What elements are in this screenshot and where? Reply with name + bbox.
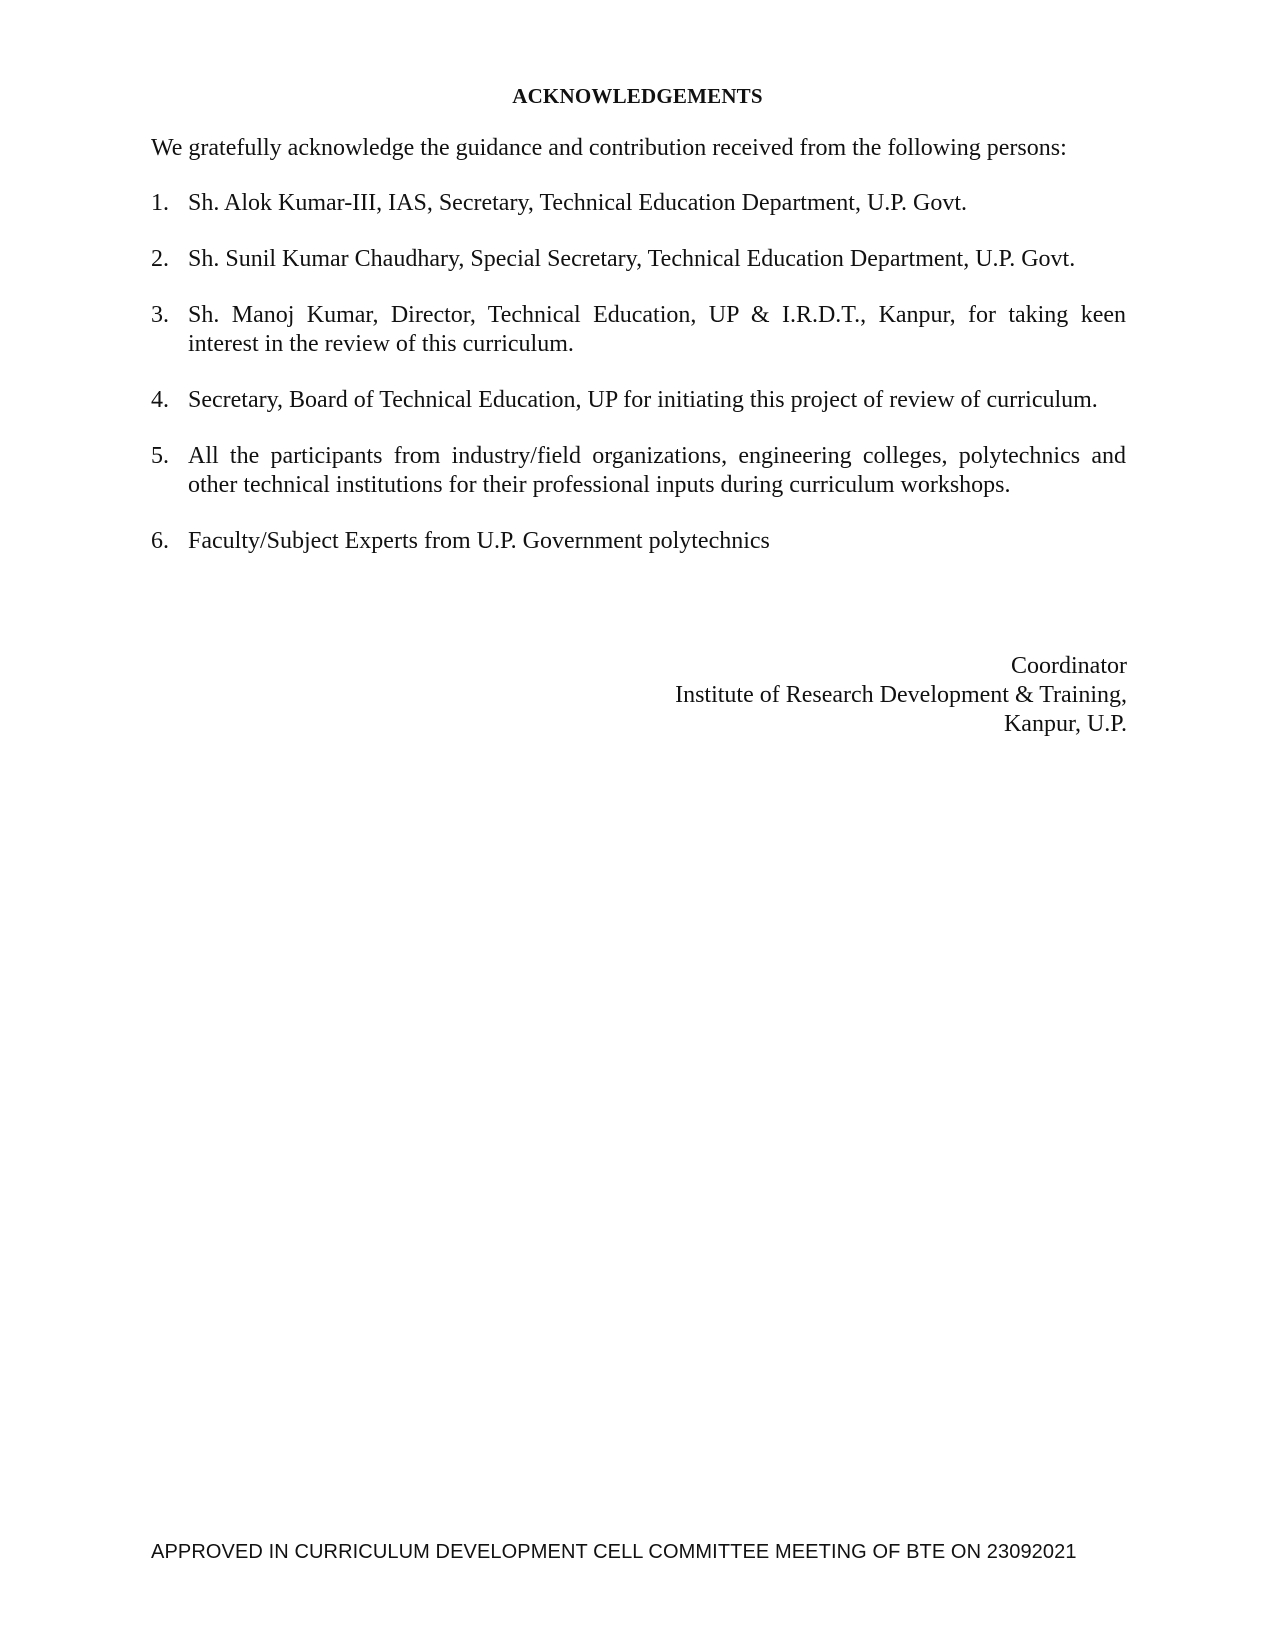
list-item-text: Sh. Alok Kumar-III, IAS, Secretary, Technical Education Department, U.P. Govt. <box>188 190 967 216</box>
list-item <box>151 189 1126 218</box>
list-item <box>151 442 1126 500</box>
signature-block <box>675 652 1127 739</box>
list-item-number: 4. <box>151 387 169 413</box>
intro-paragraph: We gratefully acknowledge the guidance and contribution received from the following persons: <box>151 135 1067 161</box>
signature-role: Coordinator <box>1011 653 1127 679</box>
list-item-text: All the participants from industry/field organizations, engineering colleges, polytechnics and other technical institutions for their professional inputs during curriculum workshops. <box>188 443 1126 498</box>
list-item-text: Faculty/Subject Experts from U.P. Government polytechnics <box>188 528 770 554</box>
list-item-number: 5. <box>151 443 169 469</box>
list-item <box>151 301 1126 359</box>
signature-location: Kanpur, U.P. <box>1003 711 1127 737</box>
list-item <box>151 245 1126 274</box>
list-item-number: 1. <box>151 190 169 216</box>
list-item <box>151 386 1126 415</box>
page-title: ACKNOWLEDGEMENTS <box>512 84 763 108</box>
list-item-text: Sh. Sunil Kumar Chaudhary, Special Secretary, Technical Education Department, U.P. Govt. <box>188 246 1076 272</box>
approval-footer: APPROVED IN CURRICULUM DEVELOPMENT CELL COMMITTEE MEETING OF BTE ON 23092021 <box>151 1541 1077 1563</box>
list-item-text: Sh. Manoj Kumar, Director, Technical Education, UP & I.R.D.T., Kanpur, for taking keen interest in the review of this curriculum. <box>188 302 1126 357</box>
list-item-text: Secretary, Board of Technical Education, UP for initiating this project of review of curriculum. <box>188 387 1098 413</box>
signature-institute: Institute of Research Development & Training, <box>675 682 1127 708</box>
acknowledgement-list <box>151 189 1126 583</box>
list-item-number: 6. <box>151 528 169 554</box>
list-item-number: 2. <box>151 246 169 272</box>
list-item-number: 3. <box>151 302 169 328</box>
list-item <box>151 527 1126 556</box>
